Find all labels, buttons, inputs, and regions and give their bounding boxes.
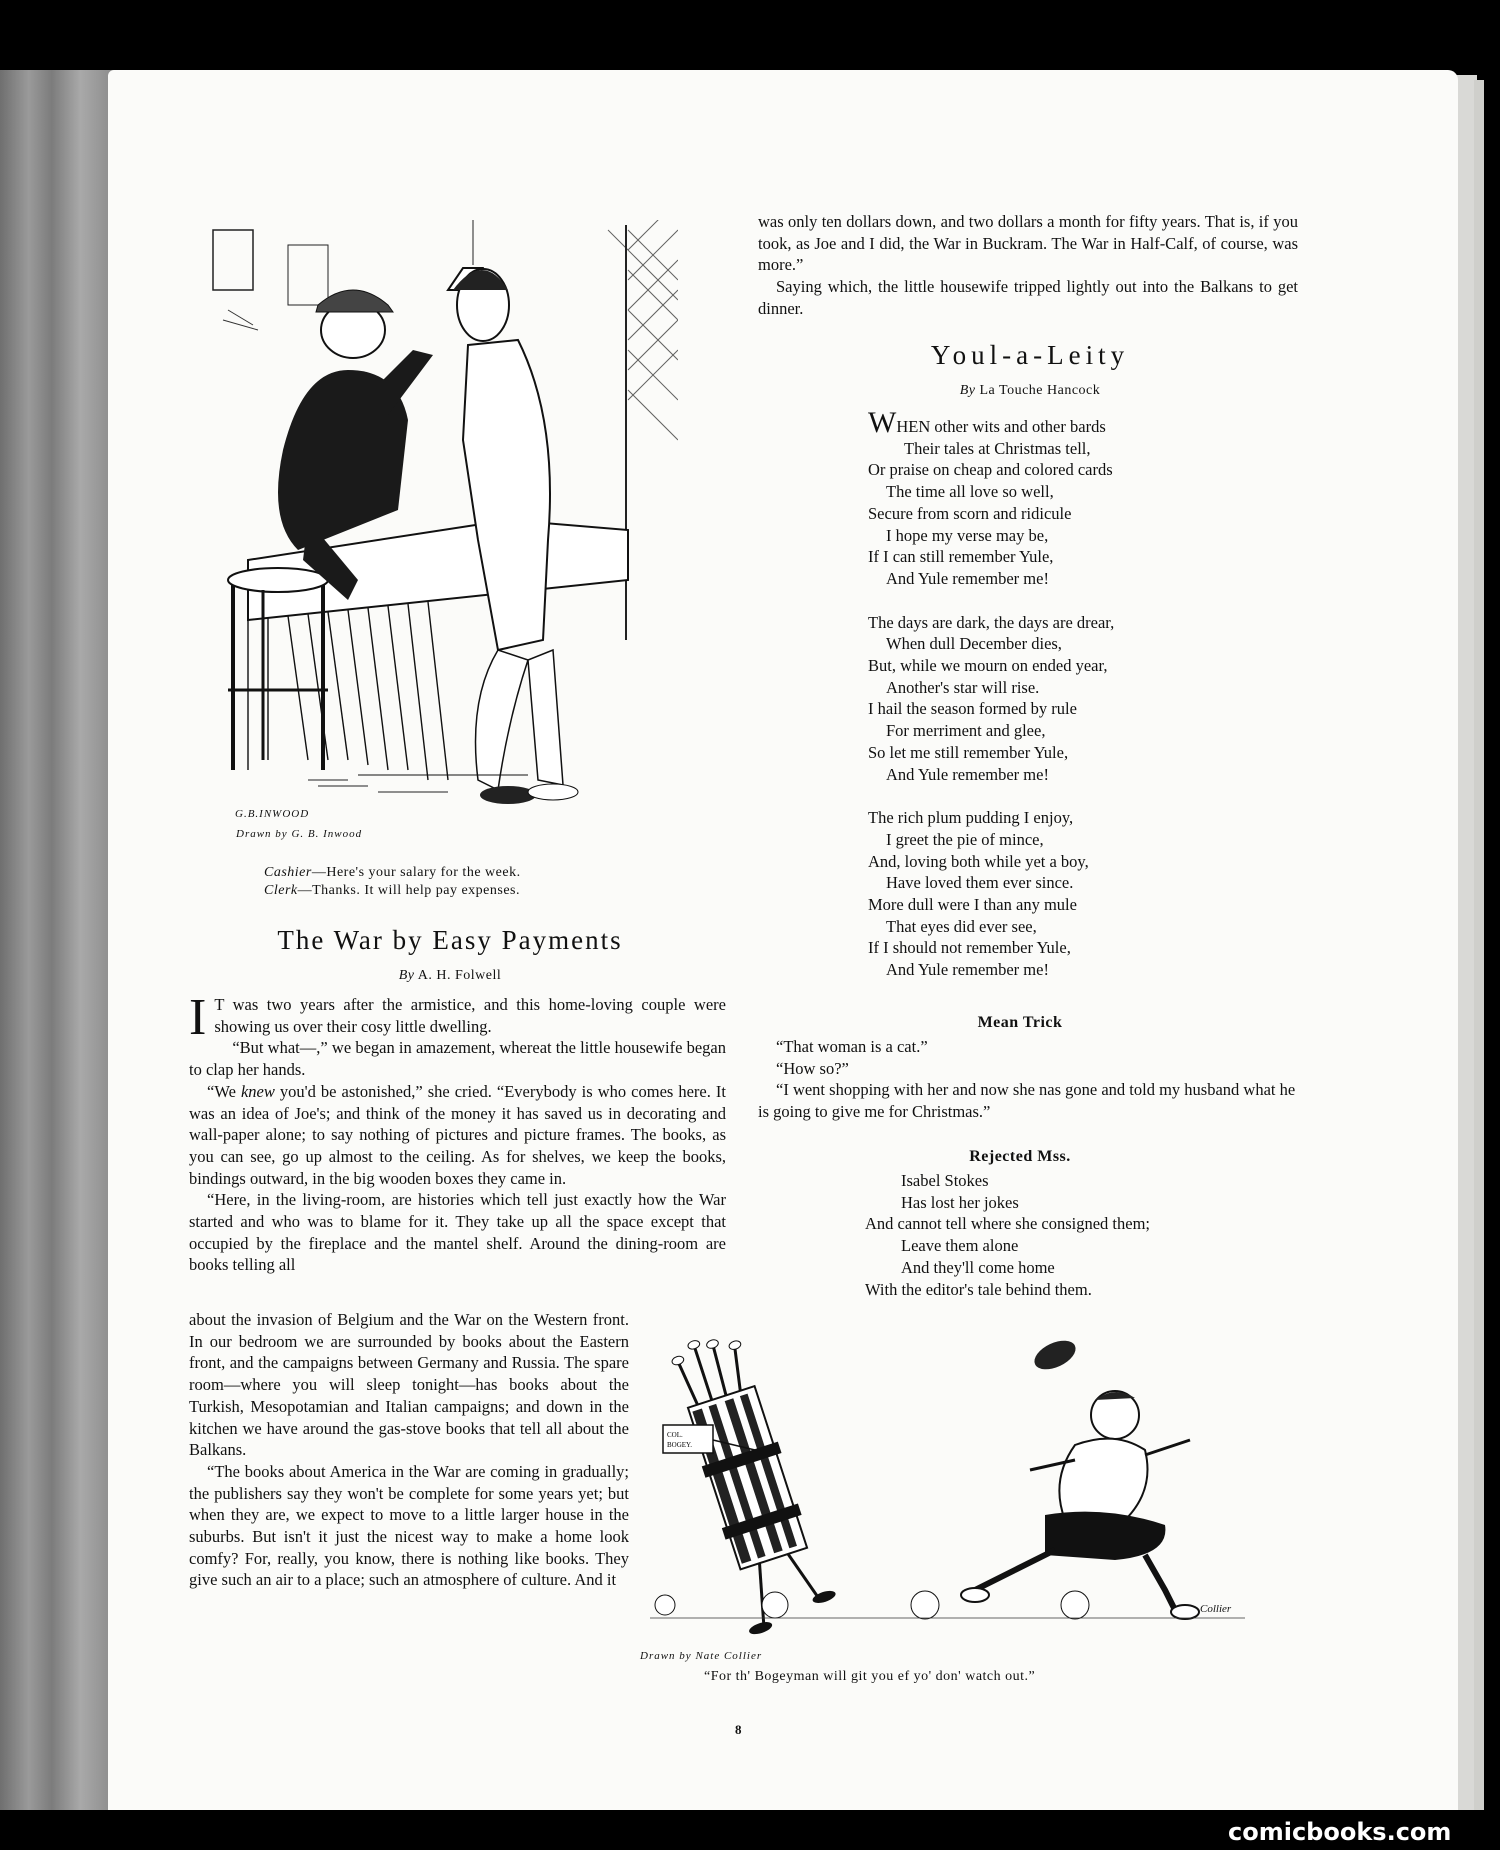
article-paragraph: “The books about America in the War are coming in gradually; the publishers say they won't be complete for some years yet; but when they are, we expect to move to a little larger house in the suburbs. But isn't it just the nicest way to make a home look comfy? For, really, you know, there is nothing like books. They give such an air to a place; such an atmosphere of culture. And it — [189, 1461, 629, 1590]
joke-line: “I went shopping with her and now she nas gone and told my husband what he is going to give me for Christmas.” — [758, 1080, 1296, 1122]
sign-text: COL. — [667, 1431, 683, 1439]
poem-line: The days are dark, the days are drear, — [868, 612, 1115, 632]
article-paragraph: Saying which, the little housewife tripped lightly out into the Balkans to get dinner. — [758, 277, 1298, 318]
caption-speaker: Cashier — [264, 865, 312, 880]
page-number: 8 — [735, 1722, 742, 1737]
bogeyman-drawing — [645, 1320, 1245, 1645]
verse-line: Has lost her jokes — [901, 1192, 1019, 1212]
poem-line: The time all love so well, — [886, 482, 1054, 502]
poem-line: I greet the pie of mince, — [886, 829, 1044, 849]
poem-line: And Yule remember me! — [886, 764, 1049, 784]
poem-title: Youl-a-Leity — [930, 340, 1130, 370]
illustrator-signature: Collier — [1200, 1603, 1232, 1615]
caption-text: —Here's your salary for the week. — [311, 865, 521, 880]
poem-line: And Yule remember me! — [886, 568, 1049, 588]
article-paragraph: “But what—,” we began in amazement, whereat the little housewife began to clap her hands. — [189, 1038, 726, 1080]
poem-stanza — [868, 406, 1228, 590]
poem-line: So let me still remember Yule, — [868, 742, 1069, 762]
article-paragraph: “We knew you'd be astonished,” she cried. “Everybody is who comes here. It was an idea of Joe's; and think of the money it has saved us in decorating and wall-paper alone; to say nothing of pictures and picture frames. The books, as you can see, go up almost to the ceiling. As for shelves, we keep the books, bindings outward, in the big wooden boxes they came in. — [189, 1081, 726, 1188]
article-byline — [190, 968, 710, 984]
illustrator-signature: G.B.INWOOD — [235, 808, 310, 820]
joke-line: “How so?” — [776, 1058, 849, 1078]
article-body-column-left — [189, 989, 726, 1276]
poem-line: The rich plum pudding I enjoy, — [868, 808, 1074, 828]
poem-byline — [860, 383, 1200, 399]
article-paragraph: I T was two years after the armistice, and this home-loving couple were showing us over their cosy little dwelling. — [189, 989, 726, 1046]
caption-text: —Thanks. It will help pay expenses. — [297, 883, 521, 898]
poem-line: WHEN other wits and other bards — [868, 406, 1106, 439]
byline-prefix: By — [398, 968, 415, 983]
verse-line: And cannot tell where she consigned them; — [865, 1214, 1151, 1234]
caption-speaker: Clerk — [264, 883, 298, 898]
poem-line: I hail the season formed by rule — [868, 699, 1077, 719]
sign-text: BOGEY. — [667, 1441, 692, 1449]
bogeyman-illustration — [645, 1320, 1245, 1645]
cashier-clerk-drawing — [208, 220, 678, 815]
byline-author: A. H. Folwell — [417, 968, 502, 983]
illustration-credit: Drawn by G. B. Inwood — [236, 828, 363, 840]
illustration-caption — [264, 864, 521, 900]
poem-line: I hope my verse may be, — [886, 525, 1049, 545]
poem-stanza — [868, 807, 1228, 981]
poem-line: More dull were I than any mule — [868, 895, 1077, 915]
poem-line: But, while we mourn on ended year, — [868, 656, 1108, 676]
article-paragraph: about the invasion of Belgium and the War on the Western front. In our bedroom we are surrounded by books about the Eastern front, and the campaigns between Germany and Russia. The spare room—where you will sleep tonight—has books about the Turkish, Mesopotamian and Italian campaigns; and down in the kitchen we have around the gas-stove books that tell all about the Balkans. — [189, 1310, 629, 1460]
joke-body — [758, 1036, 1298, 1123]
poem-line: Have loved them ever since. — [886, 873, 1074, 893]
article-body-column-narrow — [189, 1309, 629, 1591]
poem-line: If I can still remember Yule, — [868, 547, 1054, 567]
byline-prefix: By — [959, 383, 976, 398]
drop-cap: W — [868, 406, 897, 439]
drop-cap: I — [189, 989, 207, 1046]
byline-author: La Touche Hancock — [979, 383, 1101, 398]
poem-line: For merriment and glee, — [886, 721, 1046, 741]
poem-line: Or praise on cheap and colored cards — [868, 460, 1113, 480]
verse-line: With the editor's tale behind them. — [865, 1279, 1092, 1299]
article-title: The War by Easy Payments — [277, 925, 623, 955]
verse-title: Rejected Mss. — [969, 1148, 1071, 1165]
page-edge — [1474, 80, 1484, 1810]
illustration-credit: Drawn by Nate Collier — [640, 1650, 763, 1662]
poem-line: Another's star will rise. — [886, 677, 1040, 697]
poem-line: When dull December dies, — [886, 634, 1062, 654]
book-binding — [0, 70, 115, 1810]
article-body-column-right — [758, 211, 1298, 320]
joke-title: Mean Trick — [977, 1014, 1063, 1031]
poem-line: Secure from scorn and ridicule — [868, 503, 1072, 523]
poem-line: If I should not remember Yule, — [868, 938, 1071, 958]
poem-line: That eyes did ever see, — [886, 916, 1037, 936]
poem-line: And, loving both while yet a boy, — [868, 851, 1089, 871]
illustration-caption: “For th' Bogeyman will git you ef yo' don' watch out.” — [704, 1669, 1036, 1684]
joke-line: “That woman is a cat.” — [776, 1037, 928, 1056]
poem-line: And Yule remember me! — [886, 960, 1049, 980]
poem-stanza — [868, 612, 1228, 786]
verse-body — [865, 1170, 1265, 1300]
verse-line: Isabel Stokes — [901, 1171, 989, 1190]
poem-body — [868, 406, 1228, 1003]
verse-line: Leave them alone — [901, 1236, 1019, 1256]
article-paragraph: “Here, in the living-room, are histories which tell just exactly how the War started and who was to blame for it. They take up all the space except that occupied by the fireplace and the mantel shelf. Around the dining-room are books telling all — [189, 1190, 726, 1275]
cashier-clerk-illustration — [208, 220, 678, 815]
watermark-text: comicbooks.com — [1228, 1818, 1452, 1846]
poem-line: Their tales at Christmas tell, — [904, 438, 1091, 458]
verse-line: And they'll come home — [901, 1257, 1055, 1277]
article-paragraph: was only ten dollars down, and two dollars a month for fifty years. That is, if you took, as Joe and I did, the War in Buckram. The War in Half-Calf, of course, was more.” — [758, 212, 1298, 275]
